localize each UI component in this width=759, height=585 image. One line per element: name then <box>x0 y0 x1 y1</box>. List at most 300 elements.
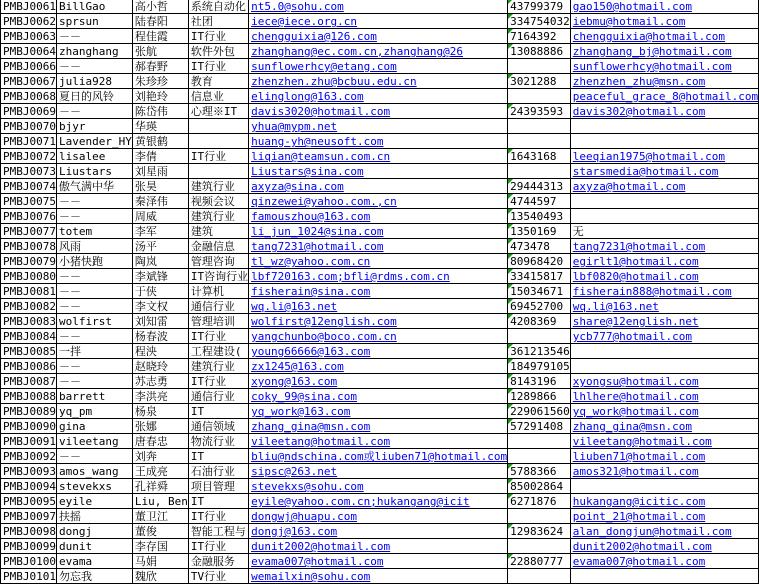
industry-cell[interactable]: 建筑行业 <box>188 209 248 224</box>
industry-cell[interactable]: IT行业 <box>188 149 248 164</box>
name-cell[interactable]: 杨春波 <box>132 329 188 344</box>
industry-cell[interactable]: 物流行业 <box>188 434 248 449</box>
phone-cell[interactable]: 13540493 <box>508 209 571 224</box>
name-cell[interactable]: 张娜 <box>132 419 188 434</box>
id-cell[interactable]: PMBJ0085 <box>1 344 57 359</box>
id-cell[interactable]: PMBJ0064 <box>1 44 57 59</box>
phone-cell[interactable]: 80968420 <box>508 254 571 269</box>
phone-cell[interactable]: 24393593 <box>508 104 571 119</box>
id-cell[interactable]: PMBJ0075 <box>1 194 57 209</box>
id-cell[interactable]: PMBJ0086 <box>1 359 57 374</box>
name-cell[interactable]: 华瑛 <box>132 119 188 134</box>
msn-cell[interactable] <box>570 134 758 149</box>
msn-cell[interactable]: liuben71@hotmail.com <box>570 449 758 464</box>
name-cell[interactable]: 刘星雨 <box>132 164 188 179</box>
email-cell[interactable]: yhua@mypm.net <box>249 119 508 134</box>
msn-cell[interactable] <box>570 119 758 134</box>
msn-cell[interactable]: 无 <box>570 224 758 239</box>
phone-cell[interactable]: 57291408 <box>508 419 571 434</box>
msn-cell[interactable]: chengguixia@hotmail.com <box>570 29 758 44</box>
nickname-cell[interactable]: zhanghang <box>56 44 132 59</box>
nickname-cell[interactable]: －－ <box>56 269 132 284</box>
id-cell[interactable]: PMBJ0070 <box>1 119 57 134</box>
phone-cell[interactable] <box>508 164 571 179</box>
table-row <box>1 539 759 554</box>
nickname-cell[interactable]: yq_pm <box>56 404 132 419</box>
email-cell[interactable]: sipsc@263.net <box>249 464 508 479</box>
email-cell[interactable]: dunit2002@hotmail.com <box>249 539 508 554</box>
nickname-cell[interactable]: 风雨 <box>56 239 132 254</box>
msn-cell[interactable]: yq_work@hotmail.com <box>570 404 758 419</box>
table-row <box>1 239 759 254</box>
email-cell[interactable]: chengguixia@126.com <box>249 29 508 44</box>
nickname-cell[interactable]: stevekxs <box>56 479 132 494</box>
msn-cell[interactable]: sunflowerhcy@hotmail.com <box>570 59 758 74</box>
name-cell[interactable]: 唐春忠 <box>132 434 188 449</box>
name-cell[interactable]: 苏志勇 <box>132 374 188 389</box>
name-cell[interactable]: 刘艳玲 <box>132 89 188 104</box>
id-cell[interactable]: PMBJ0092 <box>1 449 57 464</box>
nickname-cell[interactable]: 一拌 <box>56 344 132 359</box>
id-cell[interactable]: PMBJ0099 <box>1 539 57 554</box>
industry-cell[interactable]: 金融信息 <box>188 239 248 254</box>
email-cell[interactable]: axyza@sina.com <box>249 179 508 194</box>
table-row <box>1 194 759 209</box>
table-row <box>1 524 759 539</box>
id-cell[interactable]: PMBJ0074 <box>1 179 57 194</box>
table-row <box>1 149 759 164</box>
phone-cell[interactable] <box>508 329 571 344</box>
id-cell[interactable]: PMBJ0077 <box>1 224 57 239</box>
nickname-cell[interactable]: 夏日的风铃 <box>56 89 132 104</box>
table-row <box>1 389 759 404</box>
msn-cell[interactable] <box>570 569 758 584</box>
id-cell[interactable]: PMBJ0100 <box>1 554 57 569</box>
industry-cell[interactable] <box>188 164 248 179</box>
email-cell[interactable]: dongj@163.com <box>249 524 508 539</box>
phone-cell[interactable]: 43799379 <box>508 0 571 14</box>
id-cell[interactable]: PMBJ0078 <box>1 239 57 254</box>
email-cell[interactable]: young66666@163.com <box>249 344 508 359</box>
id-cell[interactable]: PMBJ0066 <box>1 59 57 74</box>
name-cell[interactable]: 孔祥舜 <box>132 479 188 494</box>
msn-cell[interactable] <box>570 359 758 374</box>
name-cell[interactable]: 马娟 <box>132 554 188 569</box>
msn-cell[interactable]: zhang_gina@msn.com <box>570 419 758 434</box>
msn-cell[interactable] <box>570 209 758 224</box>
nickname-cell[interactable]: －－ <box>56 29 132 44</box>
name-cell[interactable]: 于侠 <box>132 284 188 299</box>
table-row <box>1 314 759 329</box>
id-cell[interactable]: PMBJ0068 <box>1 89 57 104</box>
phone-cell[interactable]: 361213546 <box>508 344 571 359</box>
email-cell[interactable]: huang-yh@neusoft.com <box>249 134 508 149</box>
table-row <box>1 29 759 44</box>
phone-cell[interactable]: 1350169 <box>508 224 571 239</box>
industry-cell[interactable]: 建筑 <box>188 224 248 239</box>
msn-cell[interactable]: hukangang@icitic.com <box>570 494 758 509</box>
email-cell[interactable]: iece@iece.org.cn <box>249 14 508 29</box>
id-cell[interactable]: PMBJ0082 <box>1 299 57 314</box>
msn-cell[interactable]: amos321@hotmail.com <box>570 464 758 479</box>
name-cell[interactable]: 陈岱伟 <box>132 104 188 119</box>
name-cell[interactable]: 杨泉 <box>132 404 188 419</box>
name-cell[interactable]: 李倩 <box>132 149 188 164</box>
name-cell[interactable]: 李洪亮 <box>132 389 188 404</box>
table-row <box>1 89 759 104</box>
nickname-cell[interactable]: amos_wang <box>56 464 132 479</box>
email-cell[interactable]: evama007@hotmail.com <box>249 554 508 569</box>
phone-cell[interactable] <box>508 434 571 449</box>
phone-cell[interactable]: 1289866 <box>508 389 571 404</box>
phone-cell[interactable]: 334754032 <box>508 14 571 29</box>
name-cell[interactable]: 黄银鹤 <box>132 134 188 149</box>
nickname-cell[interactable]: julia928 <box>56 74 132 89</box>
industry-cell[interactable]: 社团 <box>188 14 248 29</box>
phone-cell[interactable]: 69452700 <box>508 299 571 314</box>
industry-cell[interactable]: 智能工程与 <box>188 524 248 539</box>
name-cell[interactable]: 董卫江 <box>132 509 188 524</box>
nickname-cell[interactable]: －－ <box>56 449 132 464</box>
nickname-cell[interactable]: －－ <box>56 374 132 389</box>
nickname-cell[interactable]: gina <box>56 419 132 434</box>
email-cell[interactable]: tl_wz@yahoo.com.cn <box>249 254 508 269</box>
phone-cell[interactable]: 8143196 <box>508 374 571 389</box>
msn-cell[interactable] <box>570 194 758 209</box>
email-cell[interactable]: zx1245@163.com <box>249 359 508 374</box>
industry-cell[interactable]: 金融服务 <box>188 554 248 569</box>
name-cell[interactable]: 张昊 <box>132 179 188 194</box>
table-row <box>1 479 759 494</box>
email-cell[interactable]: coky_99@sina.com <box>249 389 508 404</box>
email-cell[interactable]: stevekxs@sohu.com <box>249 479 508 494</box>
email-cell[interactable]: zhang_gina@msn.com <box>249 419 508 434</box>
id-cell[interactable]: PMBJ0090 <box>1 419 57 434</box>
msn-cell[interactable]: fisherain888@hotmail.com <box>570 284 758 299</box>
phone-cell[interactable] <box>508 119 571 134</box>
email-cell[interactable]: liqian@teamsun.com.cn <box>249 149 508 164</box>
id-cell[interactable]: PMBJ0080 <box>1 269 57 284</box>
id-cell[interactable]: PMBJ0063 <box>1 29 57 44</box>
phone-cell[interactable]: 7164392 <box>508 29 571 44</box>
email-cell[interactable]: fisherain@sina.com <box>249 284 508 299</box>
nickname-cell[interactable]: eyile <box>56 494 132 509</box>
industry-cell[interactable]: 软件外包 <box>188 44 248 59</box>
email-cell[interactable]: wolfirst@12english.com <box>249 314 508 329</box>
name-cell[interactable]: 张航 <box>132 44 188 59</box>
phone-cell[interactable] <box>508 134 571 149</box>
table-row <box>1 254 759 269</box>
name-cell[interactable]: Liu, Ben <box>132 494 188 509</box>
nickname-cell[interactable]: vileetang <box>56 434 132 449</box>
table-row <box>1 344 759 359</box>
nickname-cell[interactable]: Liustars <box>56 164 132 179</box>
msn-cell[interactable]: zhenzhen_zhu@msn.com <box>570 74 758 89</box>
table-row <box>1 359 759 374</box>
industry-cell[interactable]: IT <box>188 449 248 464</box>
msn-cell[interactable]: leeqian1975@hotmail.com <box>570 149 758 164</box>
email-cell[interactable]: eyile@yahoo.com.cn;hukangang@icit <box>249 494 508 509</box>
nickname-cell[interactable]: －－ <box>56 359 132 374</box>
name-cell[interactable]: 魏欣 <box>132 569 188 584</box>
msn-cell[interactable]: alan_dongjun@hotmail.com <box>570 524 758 539</box>
email-cell[interactable]: lbf720163.com;bfli@rdms.com.cn <box>249 269 508 284</box>
id-cell[interactable]: PMBJ0083 <box>1 314 57 329</box>
phone-cell[interactable]: 33415817 <box>508 269 571 284</box>
table-row <box>1 0 759 14</box>
industry-cell[interactable]: 管理培训 <box>188 314 248 329</box>
industry-cell[interactable]: IT行业 <box>188 59 248 74</box>
nickname-cell[interactable]: bjyr <box>56 119 132 134</box>
name-cell[interactable]: 李存国 <box>132 539 188 554</box>
msn-cell[interactable]: wq.li@163.net <box>570 299 758 314</box>
msn-cell[interactable]: gao150@hotmail.com <box>570 0 758 14</box>
msn-cell[interactable]: axyza@hotmail.com <box>570 179 758 194</box>
name-cell[interactable]: 赵晓玲 <box>132 359 188 374</box>
phone-cell[interactable]: 6271876 <box>508 494 571 509</box>
nickname-cell[interactable]: －－ <box>56 104 132 119</box>
phone-cell[interactable]: 3021288 <box>508 74 571 89</box>
phone-cell[interactable] <box>508 89 571 104</box>
id-cell[interactable]: PMBJ0072 <box>1 149 57 164</box>
msn-cell[interactable]: vileetang@hotmail.com <box>570 434 758 449</box>
nickname-cell[interactable]: 傲气满中华 <box>56 179 132 194</box>
nickname-cell[interactable]: dunit <box>56 539 132 554</box>
industry-cell[interactable]: 建筑行业 <box>188 179 248 194</box>
email-cell[interactable]: xyong@163.com <box>249 374 508 389</box>
phone-cell[interactable] <box>508 509 571 524</box>
nickname-cell[interactable]: wolfirst <box>56 314 132 329</box>
industry-cell[interactable]: IT行业 <box>188 29 248 44</box>
nickname-cell[interactable]: －－ <box>56 209 132 224</box>
table-row <box>1 179 759 194</box>
industry-cell[interactable]: 计算机 <box>188 284 248 299</box>
industry-cell[interactable]: 通信行业 <box>188 299 248 314</box>
msn-cell[interactable]: egirlt1@hotmail.com <box>570 254 758 269</box>
nickname-cell[interactable]: 扶摇 <box>56 509 132 524</box>
msn-cell[interactable]: evama007@hotmail.com <box>570 554 758 569</box>
name-cell[interactable]: 刘知雷 <box>132 314 188 329</box>
name-cell[interactable]: 李文权 <box>132 299 188 314</box>
email-cell[interactable]: Liustars@sina.com <box>249 164 508 179</box>
msn-cell[interactable]: iebmu@hotmail.com <box>570 14 758 29</box>
nickname-cell[interactable]: －－ <box>56 194 132 209</box>
name-cell[interactable]: 陶岚 <box>132 254 188 269</box>
table-row <box>1 104 759 119</box>
industry-cell[interactable]: IT <box>188 494 248 509</box>
nickname-cell[interactable]: 小猪快跑 <box>56 254 132 269</box>
id-cell[interactable]: PMBJ0061 <box>1 0 57 14</box>
nickname-cell[interactable]: lisalee <box>56 149 132 164</box>
id-cell[interactable]: PMBJ0095 <box>1 494 57 509</box>
name-cell[interactable]: 朱珍珍 <box>132 74 188 89</box>
id-cell[interactable]: PMBJ0097 <box>1 509 57 524</box>
nickname-cell[interactable]: barrett <box>56 389 132 404</box>
industry-cell[interactable]: 系统自动化 <box>188 0 248 14</box>
phone-cell[interactable] <box>508 539 571 554</box>
name-cell[interactable]: 李军 <box>132 224 188 239</box>
phone-cell[interactable]: 13088886 <box>508 44 571 59</box>
industry-cell[interactable]: IT咨询行业 <box>188 269 248 284</box>
table-row <box>1 224 759 239</box>
id-cell[interactable]: PMBJ0098 <box>1 524 57 539</box>
email-cell[interactable]: wq.li@163.net <box>249 299 508 314</box>
table-row <box>1 419 759 434</box>
email-cell[interactable]: famouszhou@163.com <box>249 209 508 224</box>
id-cell[interactable]: PMBJ0079 <box>1 254 57 269</box>
id-cell[interactable]: PMBJ0094 <box>1 479 57 494</box>
nickname-cell[interactable]: BillGao <box>56 0 132 14</box>
phone-cell[interactable]: 29444313 <box>508 179 571 194</box>
phone-cell[interactable]: 85002864 <box>508 479 571 494</box>
msn-cell[interactable]: tang7231@hotmail.com <box>570 239 758 254</box>
table-row <box>1 494 759 509</box>
id-cell[interactable]: PMBJ0069 <box>1 104 57 119</box>
email-cell[interactable]: bliu@ndschina.com或liuben71@hotmail.com <box>249 449 508 464</box>
id-cell[interactable]: PMBJ0071 <box>1 134 57 149</box>
email-cell[interactable]: davis3020@hotmail.com <box>249 104 508 119</box>
table-row <box>1 14 759 29</box>
id-cell[interactable]: PMBJ0076 <box>1 209 57 224</box>
industry-cell[interactable]: TV行业 <box>188 569 248 584</box>
phone-cell[interactable]: 4744597 <box>508 194 571 209</box>
msn-cell[interactable]: starsmedia@hotmail.com <box>570 164 758 179</box>
email-cell[interactable]: yangchunbo@boco.com.cn <box>249 329 508 344</box>
industry-cell[interactable]: 心理※IT <box>188 104 248 119</box>
id-cell[interactable]: PMBJ0073 <box>1 164 57 179</box>
industry-cell[interactable]: IT行业 <box>188 374 248 389</box>
table-row <box>1 119 759 134</box>
email-cell[interactable]: tang7231@hotmail.com <box>249 239 508 254</box>
email-cell[interactable]: zhenzhen.zhu@bcbuu.edu.cn <box>249 74 508 89</box>
table-row <box>1 74 759 89</box>
industry-cell[interactable]: 通信行业 <box>188 389 248 404</box>
nickname-cell[interactable]: totem <box>56 224 132 239</box>
email-cell[interactable]: sunflowerhcy@etang.com <box>249 59 508 74</box>
id-cell[interactable]: PMBJ0089 <box>1 404 57 419</box>
nickname-cell[interactable]: 勿忘我 <box>56 569 132 584</box>
phone-cell[interactable]: 15034671 <box>508 284 571 299</box>
name-cell[interactable]: 陆春阳 <box>132 14 188 29</box>
nickname-cell[interactable]: dongj <box>56 524 132 539</box>
table-row <box>1 509 759 524</box>
email-cell[interactable]: qinzewei@yahoo.com.,cn <box>249 194 508 209</box>
msn-cell[interactable]: share@12english.net <box>570 314 758 329</box>
email-cell[interactable]: dongwj@huapu.com <box>249 509 508 524</box>
industry-cell[interactable]: IT行业 <box>188 329 248 344</box>
msn-cell[interactable] <box>570 344 758 359</box>
email-cell[interactable]: nt5.0@sohu.com <box>249 0 508 14</box>
id-cell[interactable]: PMBJ0087 <box>1 374 57 389</box>
id-cell[interactable]: PMBJ0101 <box>1 569 57 584</box>
phone-cell[interactable]: 229061560 <box>508 404 571 419</box>
name-cell[interactable]: 高小哲 <box>132 0 188 14</box>
email-cell[interactable]: wemailxin@sohu.com <box>249 569 508 584</box>
name-cell[interactable]: 秦泽伟 <box>132 194 188 209</box>
phone-cell[interactable]: 1643168 <box>508 149 571 164</box>
id-cell[interactable]: PMBJ0081 <box>1 284 57 299</box>
industry-cell[interactable] <box>188 134 248 149</box>
industry-cell[interactable]: 建筑行业 <box>188 359 248 374</box>
email-cell[interactable]: li_jun_1024@sina.com <box>249 224 508 239</box>
industry-cell[interactable]: 视频会议 <box>188 194 248 209</box>
name-cell[interactable]: 刘奔 <box>132 449 188 464</box>
phone-cell[interactable]: 12983624 <box>508 524 571 539</box>
msn-cell[interactable]: point_21@hotmail.com <box>570 509 758 524</box>
id-cell[interactable]: PMBJ0084 <box>1 329 57 344</box>
email-cell[interactable]: elinglong@163.com <box>249 89 508 104</box>
id-cell[interactable]: PMBJ0091 <box>1 434 57 449</box>
nickname-cell[interactable]: －－ <box>56 329 132 344</box>
phone-cell[interactable] <box>508 59 571 74</box>
phone-cell[interactable]: 184979105 <box>508 359 571 374</box>
table-row <box>1 209 759 224</box>
msn-cell[interactable]: ycb777@hotmail.com <box>570 329 758 344</box>
msn-cell[interactable]: lhlhere@hotmail.com <box>570 389 758 404</box>
nickname-cell[interactable]: Lavender_HY <box>56 134 132 149</box>
industry-cell[interactable]: 通信领域 <box>188 419 248 434</box>
industry-cell[interactable]: 石油行业 <box>188 464 248 479</box>
phone-cell[interactable] <box>508 449 571 464</box>
email-cell[interactable]: zhanghang@ec.com.cn,zhanghang@26 <box>249 44 508 59</box>
name-cell[interactable]: 王成亮 <box>132 464 188 479</box>
name-cell[interactable]: 周威 <box>132 209 188 224</box>
industry-cell[interactable]: IT行业 <box>188 509 248 524</box>
nickname-cell[interactable]: sprsun <box>56 14 132 29</box>
nickname-cell[interactable]: －－ <box>56 59 132 74</box>
name-cell[interactable]: 郝春野 <box>132 59 188 74</box>
phone-cell[interactable]: 4208369 <box>508 314 571 329</box>
msn-cell[interactable] <box>570 479 758 494</box>
msn-cell[interactable]: xyongsu@hotmail.com <box>570 374 758 389</box>
name-cell[interactable]: 董俊 <box>132 524 188 539</box>
table-row <box>1 434 759 449</box>
name-cell[interactable]: 程泱 <box>132 344 188 359</box>
table-row <box>1 164 759 179</box>
industry-cell[interactable]: 信息业 <box>188 89 248 104</box>
table-row <box>1 44 759 59</box>
industry-cell[interactable]: 管理咨询 <box>188 254 248 269</box>
industry-cell[interactable]: 工程建设( <box>188 344 248 359</box>
industry-cell[interactable]: IT行业 <box>188 539 248 554</box>
email-cell[interactable]: vileetang@hotmail.com <box>249 434 508 449</box>
id-cell[interactable]: PMBJ0093 <box>1 464 57 479</box>
id-cell[interactable]: PMBJ0088 <box>1 389 57 404</box>
msn-cell[interactable]: dunit2002@hotmail.com <box>570 539 758 554</box>
industry-cell[interactable]: IT <box>188 404 248 419</box>
msn-cell[interactable]: lbf0820@hotmail.com <box>570 269 758 284</box>
id-cell[interactable]: PMBJ0062 <box>1 14 57 29</box>
phone-cell[interactable]: 22880777 <box>508 554 571 569</box>
industry-cell[interactable]: 教育 <box>188 74 248 89</box>
phone-cell[interactable]: 473478 <box>508 239 571 254</box>
email-cell[interactable]: yq_work@163.com <box>249 404 508 419</box>
nickname-cell[interactable]: －－ <box>56 284 132 299</box>
industry-cell[interactable] <box>188 119 248 134</box>
industry-cell[interactable]: 项目管理 <box>188 479 248 494</box>
msn-cell[interactable]: zhanghang_bj@hotmail.com <box>570 44 758 59</box>
nickname-cell[interactable]: －－ <box>56 299 132 314</box>
id-cell[interactable]: PMBJ0067 <box>1 74 57 89</box>
name-cell[interactable]: 程佳霞 <box>132 29 188 44</box>
phone-cell[interactable]: 5788366 <box>508 464 571 479</box>
phone-cell[interactable] <box>508 569 571 584</box>
name-cell[interactable]: 李斌锋 <box>132 269 188 284</box>
name-cell[interactable]: 汤平 <box>132 239 188 254</box>
msn-cell[interactable]: peaceful_grace_8@hotmail.com <box>570 89 758 104</box>
msn-cell[interactable]: davis302@hotmail.com <box>570 104 758 119</box>
nickname-cell[interactable]: evama <box>56 554 132 569</box>
